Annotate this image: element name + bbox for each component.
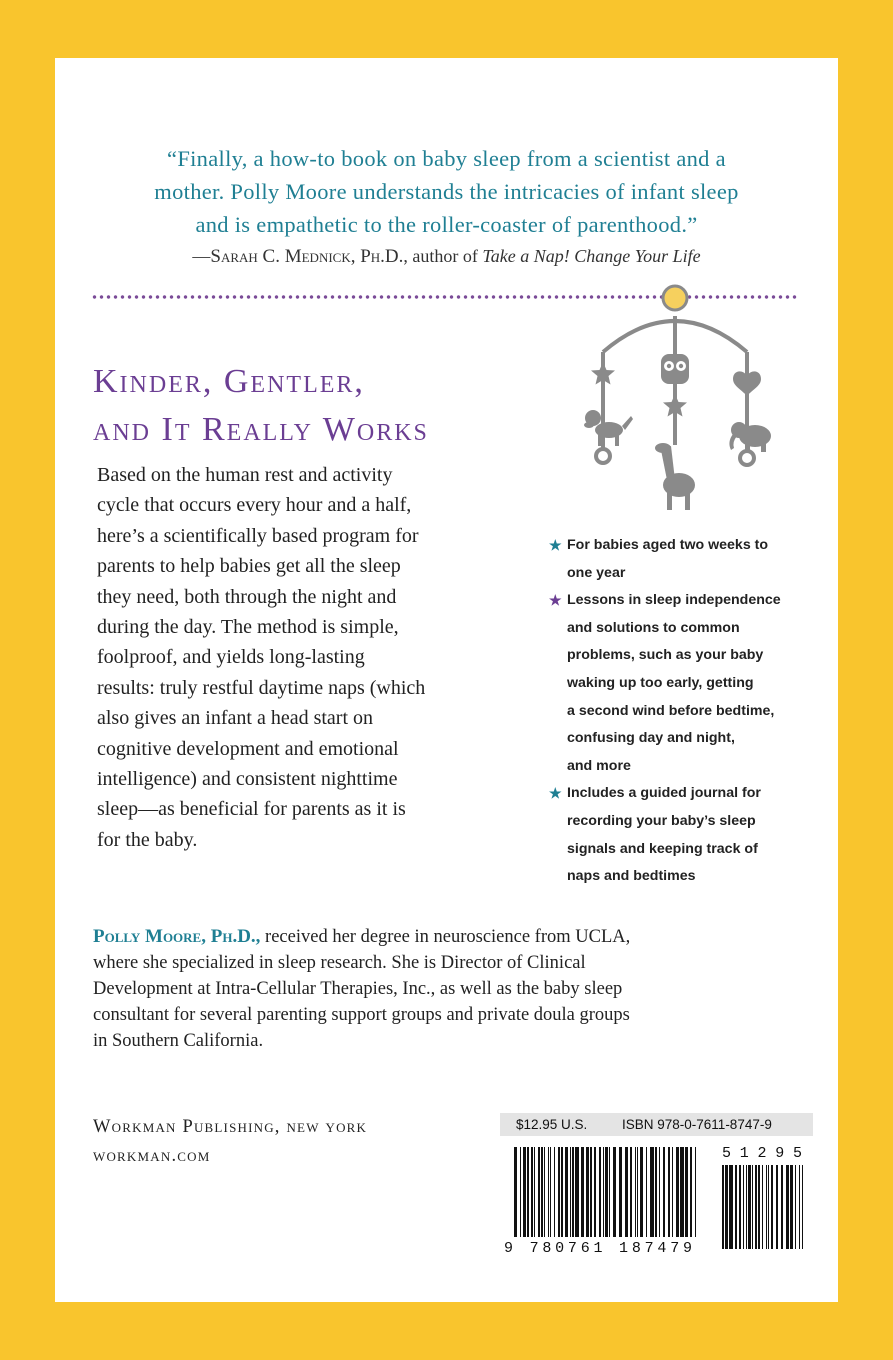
bio-line: received her degree in neuroscience from UCLA, bbox=[260, 927, 631, 947]
star-icon: ★ bbox=[549, 785, 562, 802]
barcode-bar bbox=[748, 1165, 751, 1249]
bio-line: consultant for several parenting support groups and private doula groups bbox=[93, 1005, 630, 1025]
endorsement-quote bbox=[55, 142, 838, 241]
barcode-bar bbox=[672, 1147, 673, 1237]
barcode-bar bbox=[575, 1147, 579, 1237]
attribution-book-title: Take a Nap! Change Your Life bbox=[482, 246, 701, 266]
barcode-bar bbox=[548, 1147, 549, 1237]
barcode-bar bbox=[625, 1147, 628, 1237]
bullet-line: confusing day and night, bbox=[567, 730, 735, 747]
bullet-line: naps and bedtimes bbox=[567, 868, 696, 885]
bullet-item bbox=[549, 587, 829, 780]
barcode-bar bbox=[619, 1147, 622, 1237]
barcode-bar bbox=[603, 1147, 604, 1237]
body-line: also gives an infant a head start on bbox=[97, 707, 374, 730]
bullet-line: problems, such as your baby bbox=[567, 647, 764, 664]
description-body bbox=[97, 460, 537, 855]
barcode-bar bbox=[570, 1147, 571, 1237]
price-isbn-strip bbox=[500, 1113, 813, 1136]
body-line: results: truly restful daytime naps (which bbox=[97, 676, 426, 699]
barcode-bar bbox=[554, 1147, 555, 1237]
body-line: cycle that occurs every hour and a half, bbox=[97, 494, 412, 517]
barcode-bar bbox=[659, 1147, 660, 1237]
barcode-bar bbox=[590, 1147, 592, 1237]
barcode-bar bbox=[768, 1165, 769, 1249]
body-line: intelligence) and consistent nighttime bbox=[97, 768, 398, 791]
bullet-line: and more bbox=[567, 757, 631, 774]
barcode-bar bbox=[790, 1165, 793, 1249]
bullet-line: recording your baby’s sleep bbox=[567, 812, 756, 829]
barcode-bar bbox=[781, 1165, 783, 1249]
price-label: $12.95 U.S. bbox=[516, 1117, 588, 1132]
barcode-bar bbox=[613, 1147, 616, 1237]
barcode-bar bbox=[685, 1147, 688, 1237]
barcode-bar bbox=[752, 1165, 753, 1249]
headline-line: Kinder, Gentler, bbox=[93, 363, 365, 400]
barcode-bar bbox=[609, 1147, 610, 1237]
barcode-bar bbox=[755, 1165, 757, 1249]
barcode-bar bbox=[531, 1147, 533, 1237]
quote-line: and is empathetic to the roller-coaster of parenthood.” bbox=[195, 212, 698, 237]
publisher-block bbox=[93, 1113, 367, 1171]
baby-mobile-illustration bbox=[575, 280, 775, 520]
barcode-bar bbox=[538, 1147, 540, 1237]
author-name: Polly Moore, Ph.D., bbox=[93, 926, 261, 947]
barcode-bar bbox=[746, 1165, 747, 1249]
barcode-bar bbox=[739, 1165, 741, 1249]
barcode-bar bbox=[802, 1165, 803, 1249]
attribution-dash: — bbox=[192, 246, 211, 266]
quote-attribution bbox=[55, 246, 838, 268]
barcode-main-bars bbox=[514, 1147, 696, 1237]
headline bbox=[93, 358, 429, 454]
barcode-bar bbox=[544, 1147, 545, 1237]
barcode-bar bbox=[695, 1147, 696, 1237]
barcode-bar bbox=[725, 1165, 728, 1249]
barcode-bar bbox=[581, 1147, 584, 1237]
isbn-barcode bbox=[500, 1139, 813, 1259]
barcode-main-digits: 9 780761 187479 bbox=[504, 1240, 692, 1257]
barcode-bar bbox=[676, 1147, 679, 1237]
barcode-bar bbox=[541, 1147, 543, 1237]
attribution-mid: , author of bbox=[403, 246, 483, 266]
barcode-bar bbox=[786, 1165, 789, 1249]
barcode-bar bbox=[523, 1147, 526, 1237]
barcode-bar bbox=[637, 1147, 638, 1237]
bullet-line: and solutions to common bbox=[567, 619, 740, 636]
body-line: sleep—as beneficial for parents as it is bbox=[97, 798, 406, 821]
bullet-line: Includes a guided journal for bbox=[567, 785, 761, 802]
barcode-bar bbox=[520, 1147, 521, 1237]
barcode-bar bbox=[795, 1165, 796, 1249]
barcode-bar bbox=[586, 1147, 589, 1237]
back-cover-panel bbox=[55, 58, 838, 1302]
barcode-bar bbox=[550, 1147, 551, 1237]
bullet-line: one year bbox=[567, 564, 626, 581]
barcode-bar bbox=[646, 1147, 647, 1237]
bullet-line: For babies aged two weeks to bbox=[567, 537, 769, 553]
barcode-bar bbox=[743, 1165, 744, 1249]
attribution-name: Sarah C. Mednick, Ph.D. bbox=[210, 246, 404, 267]
barcode-bar bbox=[630, 1147, 632, 1237]
body-line: cognitive development and emotional bbox=[97, 737, 399, 760]
bio-line: Development at Intra-Cellular Therapies, Inc., as well as the baby sleep bbox=[93, 979, 623, 999]
barcode-bar bbox=[663, 1147, 665, 1237]
headline-line: and It Really Works bbox=[93, 411, 429, 448]
publisher-name: Workman Publishing, new york bbox=[93, 1117, 368, 1137]
author-bio bbox=[93, 924, 833, 1054]
barcode-addon-digits: 5 1 2 9 5 bbox=[722, 1145, 802, 1162]
body-line: foolproof, and yields long-lasting bbox=[97, 646, 365, 669]
isbn-label: ISBN 978-0-7611-8747-9 bbox=[622, 1117, 772, 1132]
barcode-bar bbox=[690, 1147, 692, 1237]
barcode-bar bbox=[635, 1147, 636, 1237]
barcode-bar bbox=[771, 1165, 773, 1249]
barcode-bar bbox=[722, 1165, 724, 1249]
bullet-line: a second wind before bedtime, bbox=[567, 702, 775, 719]
barcode-bar bbox=[572, 1147, 574, 1237]
barcode-bar bbox=[605, 1147, 608, 1237]
body-line: during the day. The method is simple, bbox=[97, 616, 399, 639]
feature-bullets bbox=[549, 532, 829, 891]
bullet-item bbox=[549, 532, 829, 587]
barcode-bar bbox=[561, 1147, 563, 1237]
star-icon: ★ bbox=[549, 537, 562, 553]
barcode-bar bbox=[640, 1147, 643, 1237]
barcode-bar bbox=[534, 1147, 535, 1237]
ring-icon bbox=[596, 449, 610, 463]
barcode-bar bbox=[558, 1147, 560, 1237]
body-line: Based on the human rest and activity bbox=[97, 464, 393, 486]
barcode-bar bbox=[565, 1147, 568, 1237]
elephant-icon bbox=[729, 422, 771, 452]
body-line: for the baby. bbox=[97, 828, 198, 851]
barcode-bar bbox=[729, 1165, 733, 1249]
bullet-line: signals and keeping track of bbox=[567, 840, 758, 857]
barcode-bar bbox=[799, 1165, 800, 1249]
ring-icon bbox=[740, 451, 754, 465]
barcode-bar bbox=[599, 1147, 601, 1237]
bullet-line: Lessons in sleep independence bbox=[567, 592, 781, 609]
giraffe-icon bbox=[655, 443, 695, 510]
body-line: parents to help babies get all the sleep bbox=[97, 555, 401, 578]
dog-icon bbox=[584, 410, 633, 446]
barcode-bar bbox=[762, 1165, 763, 1249]
body-line: here’s a scientifically based program for bbox=[97, 524, 419, 547]
barcode-bar bbox=[527, 1147, 529, 1237]
bio-line: where she specialized in sleep research. She is Director of Clinical bbox=[93, 953, 586, 973]
mobile-ball bbox=[663, 286, 687, 310]
owl-icon bbox=[661, 354, 689, 384]
barcode-bar bbox=[735, 1165, 737, 1249]
quote-line: “Finally, a how-to book on baby sleep from a scientist and a bbox=[167, 146, 726, 171]
barcode-bar bbox=[514, 1147, 517, 1237]
body-line: they need, both through the night and bbox=[97, 585, 397, 608]
barcode-bar bbox=[680, 1147, 684, 1237]
bullet-line: waking up too early, getting bbox=[567, 674, 754, 691]
bio-line: in Southern California. bbox=[93, 1031, 264, 1051]
barcode-bar bbox=[594, 1147, 596, 1237]
barcode-bar bbox=[650, 1147, 654, 1237]
bullet-item bbox=[549, 780, 829, 890]
barcode-bar bbox=[766, 1165, 767, 1249]
barcode-bar bbox=[776, 1165, 778, 1249]
publisher-website: workman.com bbox=[93, 1146, 211, 1166]
barcode-bar bbox=[668, 1147, 670, 1237]
star-icon: ★ bbox=[549, 592, 562, 609]
barcode-bar bbox=[758, 1165, 760, 1249]
barcode-bar bbox=[655, 1147, 657, 1237]
quote-line: mother. Polly Moore understands the intricacies of infant sleep bbox=[154, 179, 739, 204]
